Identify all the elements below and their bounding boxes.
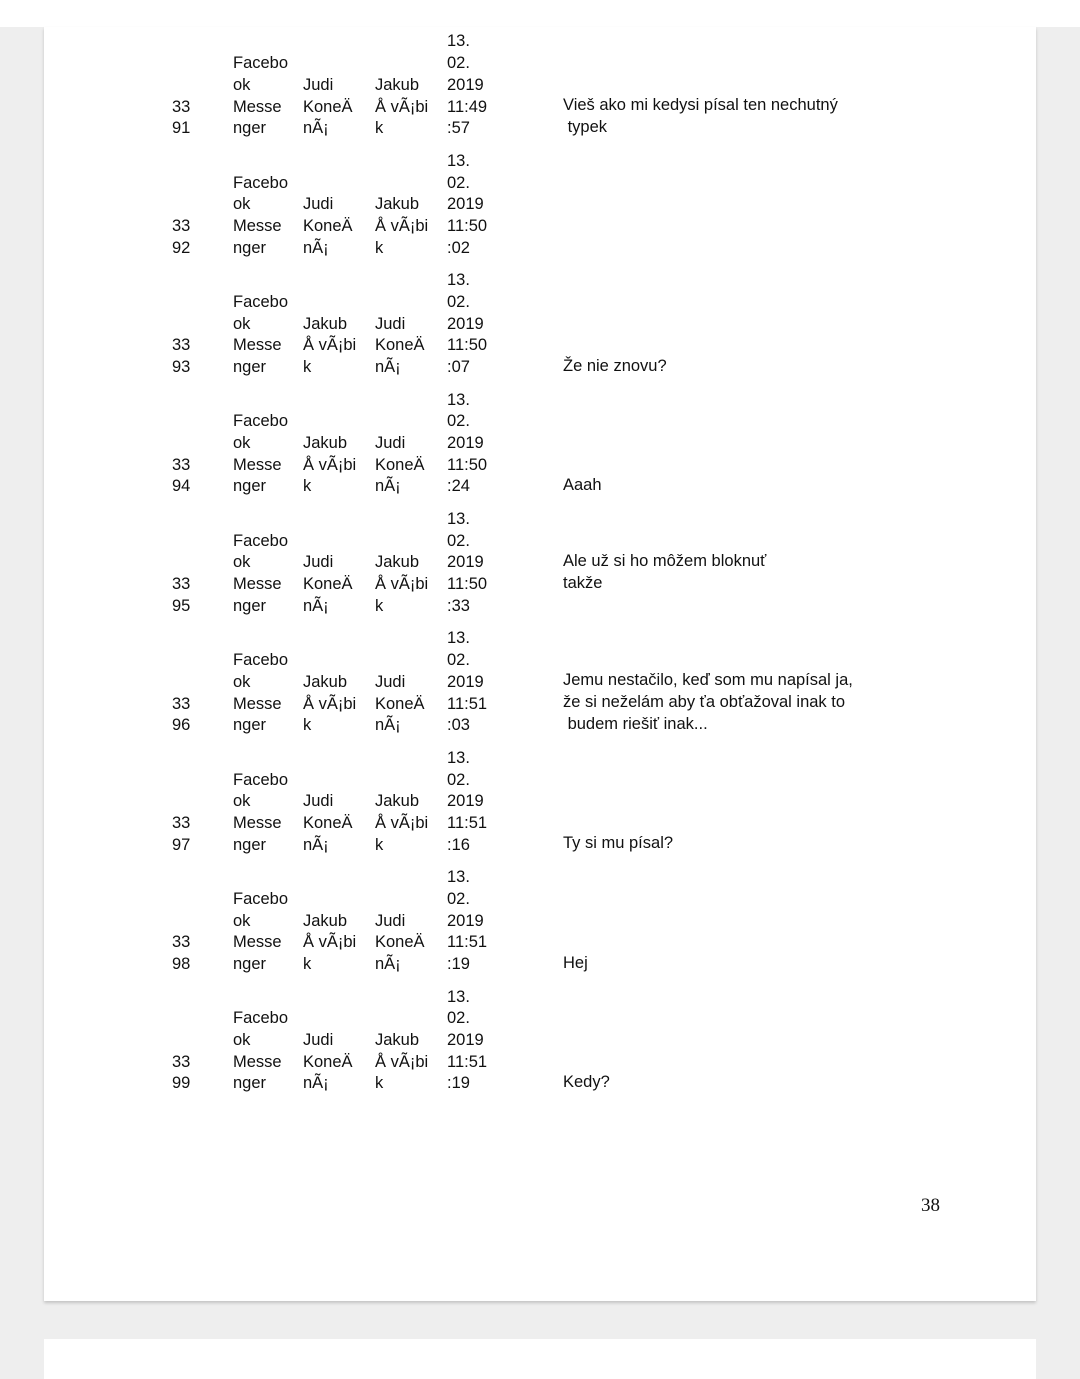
row-message-line: takže xyxy=(563,573,603,592)
row-timestamp xyxy=(447,269,507,379)
row-sender-line: Judi xyxy=(303,1031,334,1050)
row-timestamp-line: 13. xyxy=(447,510,470,529)
row-timestamp-line: 02. xyxy=(447,651,470,670)
row-message xyxy=(563,627,903,737)
row-application-line: nger xyxy=(233,1074,267,1093)
row-timestamp-line: 13. xyxy=(447,868,470,887)
row-timestamp-line: :02 xyxy=(447,238,470,257)
row-application-line: ok xyxy=(233,434,251,453)
row-application-line: nger xyxy=(233,119,267,138)
row-timestamp-line: :24 xyxy=(447,477,470,496)
row-sender-line: nÃ¡ xyxy=(303,596,329,615)
row-application-line: Facebo xyxy=(233,531,289,550)
row-recipient-line: nÃ¡ xyxy=(375,716,401,735)
row-recipient-line: Judi xyxy=(375,434,406,453)
row-message-line: Kedy? xyxy=(563,1072,610,1091)
row-number xyxy=(172,866,222,976)
row-timestamp-line: 02. xyxy=(447,292,470,311)
row-timestamp xyxy=(447,149,507,259)
row-sender-line: Jakub xyxy=(303,434,348,453)
row-number xyxy=(172,746,222,856)
row-sender xyxy=(303,269,369,379)
row-timestamp-line: 2019 xyxy=(447,553,484,572)
row-application-line: ok xyxy=(233,195,251,214)
row-timestamp-line: 11:51 xyxy=(447,694,488,713)
row-timestamp-line: 2019 xyxy=(447,195,484,214)
row-application xyxy=(233,866,299,976)
row-application-line: ok xyxy=(233,553,251,572)
row-application-line: ok xyxy=(233,75,251,94)
row-timestamp-line: 2019 xyxy=(447,1031,484,1050)
row-application-line: nger xyxy=(233,596,267,615)
document-page xyxy=(44,27,1036,1301)
row-application xyxy=(233,30,299,140)
row-timestamp-line: :03 xyxy=(447,716,470,735)
row-recipient-line: nÃ¡ xyxy=(375,955,401,974)
row-number-line: 33 xyxy=(172,813,191,832)
row-recipient-line: Jakub xyxy=(375,75,420,94)
row-message-line: Aaah xyxy=(563,475,602,494)
row-number-line: 96 xyxy=(172,716,191,735)
row-timestamp-line: 02. xyxy=(447,889,470,908)
row-timestamp xyxy=(447,627,507,737)
row-message xyxy=(563,388,903,498)
row-recipient xyxy=(375,388,441,498)
row-sender xyxy=(303,30,369,140)
row-application-line: nger xyxy=(233,358,267,377)
table-row xyxy=(44,149,1036,259)
row-timestamp-line: 13. xyxy=(447,390,470,409)
row-application xyxy=(233,149,299,259)
row-timestamp xyxy=(447,866,507,976)
row-message xyxy=(563,149,903,259)
row-application-line: Messe xyxy=(233,575,282,594)
row-timestamp-line: 11:51 xyxy=(447,1052,488,1071)
row-recipient-line: Jakub xyxy=(375,195,420,214)
row-recipient-line: Å vÃ¡bi xyxy=(375,575,429,594)
row-recipient-line: KoneÄ xyxy=(375,933,425,952)
row-sender-line: k xyxy=(303,716,312,735)
row-sender xyxy=(303,866,369,976)
row-recipient xyxy=(375,627,441,737)
row-timestamp xyxy=(447,985,507,1095)
row-sender-line: KoneÄ xyxy=(303,97,353,116)
row-application-line: Facebo xyxy=(233,292,289,311)
row-timestamp-line: 2019 xyxy=(447,672,484,691)
row-message-line: budem riešiť inak... xyxy=(563,714,708,733)
row-application-line: Facebo xyxy=(233,54,289,73)
row-sender-line: Judi xyxy=(303,792,334,811)
row-application-line: nger xyxy=(233,955,267,974)
row-timestamp-line: 02. xyxy=(447,173,470,192)
row-sender-line: Judi xyxy=(303,195,334,214)
row-message-line: že si neželám aby ťa obťažoval inak to xyxy=(563,693,846,712)
row-timestamp-line: 13. xyxy=(447,271,470,290)
row-application-line: Messe xyxy=(233,97,282,116)
row-sender-line: k xyxy=(303,477,312,496)
row-application-line: nger xyxy=(233,835,267,854)
row-message-line: Vieš ako mi kedysi písal ten nechutný xyxy=(563,96,838,115)
row-timestamp-line: 2019 xyxy=(447,314,484,333)
row-application-line: Messe xyxy=(233,455,282,474)
row-application-line: Messe xyxy=(233,216,282,235)
row-recipient-line: Å vÃ¡bi xyxy=(375,1052,429,1071)
row-timestamp xyxy=(447,30,507,140)
row-recipient xyxy=(375,30,441,140)
row-sender-line: KoneÄ xyxy=(303,575,353,594)
row-timestamp-line: 2019 xyxy=(447,75,484,94)
row-number xyxy=(172,30,222,140)
row-recipient-line: Å vÃ¡bi xyxy=(375,216,429,235)
row-timestamp-line: :19 xyxy=(447,955,470,974)
row-recipient-line: k xyxy=(375,1074,384,1093)
row-number xyxy=(172,388,222,498)
row-application-line: ok xyxy=(233,672,251,691)
row-timestamp xyxy=(447,746,507,856)
row-timestamp xyxy=(447,388,507,498)
row-recipient xyxy=(375,508,441,618)
row-timestamp-line: :07 xyxy=(447,358,470,377)
row-number-line: 94 xyxy=(172,477,191,496)
row-timestamp-line: 13. xyxy=(447,32,470,51)
table-row xyxy=(44,269,1036,379)
row-sender-line: Jakub xyxy=(303,672,348,691)
row-timestamp-line: 02. xyxy=(447,412,470,431)
row-timestamp-line: 11:50 xyxy=(447,336,488,355)
row-application-line: Messe xyxy=(233,1052,282,1071)
row-timestamp-line: :16 xyxy=(447,835,470,854)
row-number-line: 33 xyxy=(172,336,191,355)
row-timestamp-line: 11:51 xyxy=(447,813,488,832)
row-number-line: 33 xyxy=(172,575,191,594)
row-sender-line: Jakub xyxy=(303,911,348,930)
row-recipient-line: k xyxy=(375,238,384,257)
row-sender-line: Å vÃ¡bi xyxy=(303,455,357,474)
row-message xyxy=(563,269,903,379)
row-timestamp-line: :57 xyxy=(447,119,470,138)
row-sender-line: KoneÄ xyxy=(303,216,353,235)
row-recipient-line: k xyxy=(375,596,384,615)
row-recipient-line: KoneÄ xyxy=(375,694,425,713)
row-message-line: Ale už si ho môžem bloknuť xyxy=(563,551,767,570)
row-timestamp-line: 13. xyxy=(447,629,470,648)
row-recipient-line: Judi xyxy=(375,314,406,333)
row-message-line: typek xyxy=(563,117,608,136)
next-document-page xyxy=(44,1339,1036,1379)
table-row xyxy=(44,985,1036,1095)
row-recipient-line: Jakub xyxy=(375,1031,420,1050)
row-sender-line: nÃ¡ xyxy=(303,238,329,257)
row-sender-line: nÃ¡ xyxy=(303,1074,329,1093)
row-recipient-line: Judi xyxy=(375,911,406,930)
row-recipient-line: Å vÃ¡bi xyxy=(375,813,429,832)
row-timestamp-line: 11:50 xyxy=(447,216,488,235)
row-recipient xyxy=(375,985,441,1095)
row-recipient-line: Jakub xyxy=(375,553,420,572)
row-application-line: Messe xyxy=(233,336,282,355)
row-sender-line: KoneÄ xyxy=(303,813,353,832)
row-sender-line: nÃ¡ xyxy=(303,835,329,854)
row-number-line: 33 xyxy=(172,216,191,235)
row-timestamp-line: 2019 xyxy=(447,792,484,811)
row-sender-line: Judi xyxy=(303,75,334,94)
row-timestamp xyxy=(447,508,507,618)
row-timestamp-line: :33 xyxy=(447,596,470,615)
row-recipient-line: k xyxy=(375,119,384,138)
viewer-top-bar xyxy=(0,0,1080,27)
table-row xyxy=(44,866,1036,976)
row-number xyxy=(172,269,222,379)
row-number-line: 33 xyxy=(172,1052,191,1071)
row-number-line: 33 xyxy=(172,933,191,952)
row-application-line: Facebo xyxy=(233,889,289,908)
row-sender xyxy=(303,985,369,1095)
row-message xyxy=(563,866,903,976)
table-row xyxy=(44,508,1036,618)
row-message-line: Hej xyxy=(563,953,588,972)
row-sender-line: k xyxy=(303,955,312,974)
row-application xyxy=(233,269,299,379)
row-timestamp-line: 2019 xyxy=(447,911,484,930)
row-application-line: Messe xyxy=(233,813,282,832)
row-timestamp-line: 11:49 xyxy=(447,97,488,116)
row-application-line: Messe xyxy=(233,933,282,952)
row-sender-line: Judi xyxy=(303,553,334,572)
row-number xyxy=(172,985,222,1095)
row-message xyxy=(563,985,903,1095)
row-sender-line: KoneÄ xyxy=(303,1052,353,1071)
row-recipient-line: KoneÄ xyxy=(375,455,425,474)
row-application-line: nger xyxy=(233,238,267,257)
row-sender xyxy=(303,149,369,259)
row-application-line: Facebo xyxy=(233,173,289,192)
row-sender-line: Å vÃ¡bi xyxy=(303,694,357,713)
row-number-line: 93 xyxy=(172,358,191,377)
row-sender xyxy=(303,508,369,618)
row-number-line: 33 xyxy=(172,97,191,116)
row-number xyxy=(172,149,222,259)
row-application-line: Facebo xyxy=(233,412,289,431)
row-number-line: 99 xyxy=(172,1074,191,1093)
row-recipient xyxy=(375,269,441,379)
row-recipient-line: Å vÃ¡bi xyxy=(375,97,429,116)
row-number-line: 91 xyxy=(172,119,191,138)
row-message xyxy=(563,30,903,140)
row-number-line: 98 xyxy=(172,955,191,974)
page-number: 38 xyxy=(921,1195,940,1216)
table-row xyxy=(44,746,1036,856)
row-timestamp-line: 11:50 xyxy=(447,455,488,474)
row-timestamp-line: 11:51 xyxy=(447,933,488,952)
row-timestamp-line: 13. xyxy=(447,748,470,767)
row-recipient-line: KoneÄ xyxy=(375,336,425,355)
row-application-line: nger xyxy=(233,716,267,735)
row-timestamp-line: 13. xyxy=(447,987,470,1006)
row-application xyxy=(233,985,299,1095)
row-application-line: Facebo xyxy=(233,1009,289,1028)
row-sender-line: Å vÃ¡bi xyxy=(303,933,357,952)
row-recipient xyxy=(375,866,441,976)
row-number-line: 33 xyxy=(172,455,191,474)
row-number xyxy=(172,508,222,618)
row-timestamp-line: 02. xyxy=(447,54,470,73)
row-number-line: 97 xyxy=(172,835,191,854)
row-application-line: ok xyxy=(233,1031,251,1050)
row-sender-line: nÃ¡ xyxy=(303,119,329,138)
row-number xyxy=(172,627,222,737)
row-application-line: Facebo xyxy=(233,770,289,789)
row-timestamp-line: 02. xyxy=(447,531,470,550)
row-message xyxy=(563,746,903,856)
row-timestamp-line: 11:50 xyxy=(447,575,488,594)
row-application xyxy=(233,627,299,737)
row-message-line: Ty si mu písal? xyxy=(563,834,674,853)
row-sender-line: Å vÃ¡bi xyxy=(303,336,357,355)
row-sender xyxy=(303,746,369,856)
row-application-line: ok xyxy=(233,911,251,930)
row-application xyxy=(233,746,299,856)
row-sender xyxy=(303,388,369,498)
table-row xyxy=(44,388,1036,498)
row-recipient-line: nÃ¡ xyxy=(375,358,401,377)
table-row xyxy=(44,30,1036,140)
row-message-line: Že nie znovu? xyxy=(563,356,667,375)
row-timestamp-line: 02. xyxy=(447,1009,470,1028)
row-recipient-line: Jakub xyxy=(375,792,420,811)
row-number-line: 92 xyxy=(172,238,191,257)
row-timestamp-line: :19 xyxy=(447,1074,470,1093)
table-row xyxy=(44,627,1036,737)
row-recipient xyxy=(375,746,441,856)
row-recipient-line: Judi xyxy=(375,672,406,691)
row-sender xyxy=(303,627,369,737)
row-application xyxy=(233,388,299,498)
row-recipient-line: k xyxy=(375,835,384,854)
row-timestamp-line: 13. xyxy=(447,151,470,170)
row-application-line: ok xyxy=(233,792,251,811)
row-sender-line: Jakub xyxy=(303,314,348,333)
row-sender-line: k xyxy=(303,358,312,377)
row-number-line: 33 xyxy=(172,694,191,713)
row-application-line: ok xyxy=(233,314,251,333)
row-recipient-line: nÃ¡ xyxy=(375,477,401,496)
row-timestamp-line: 2019 xyxy=(447,434,484,453)
row-application-line: nger xyxy=(233,477,267,496)
row-application-line: Messe xyxy=(233,694,282,713)
row-timestamp-line: 02. xyxy=(447,770,470,789)
row-number-line: 95 xyxy=(172,596,191,615)
row-recipient xyxy=(375,149,441,259)
row-application xyxy=(233,508,299,618)
row-message-line: Jemu nestačilo, keď som mu napísal ja, xyxy=(563,671,853,690)
row-message xyxy=(563,508,903,618)
row-application-line: Facebo xyxy=(233,651,289,670)
